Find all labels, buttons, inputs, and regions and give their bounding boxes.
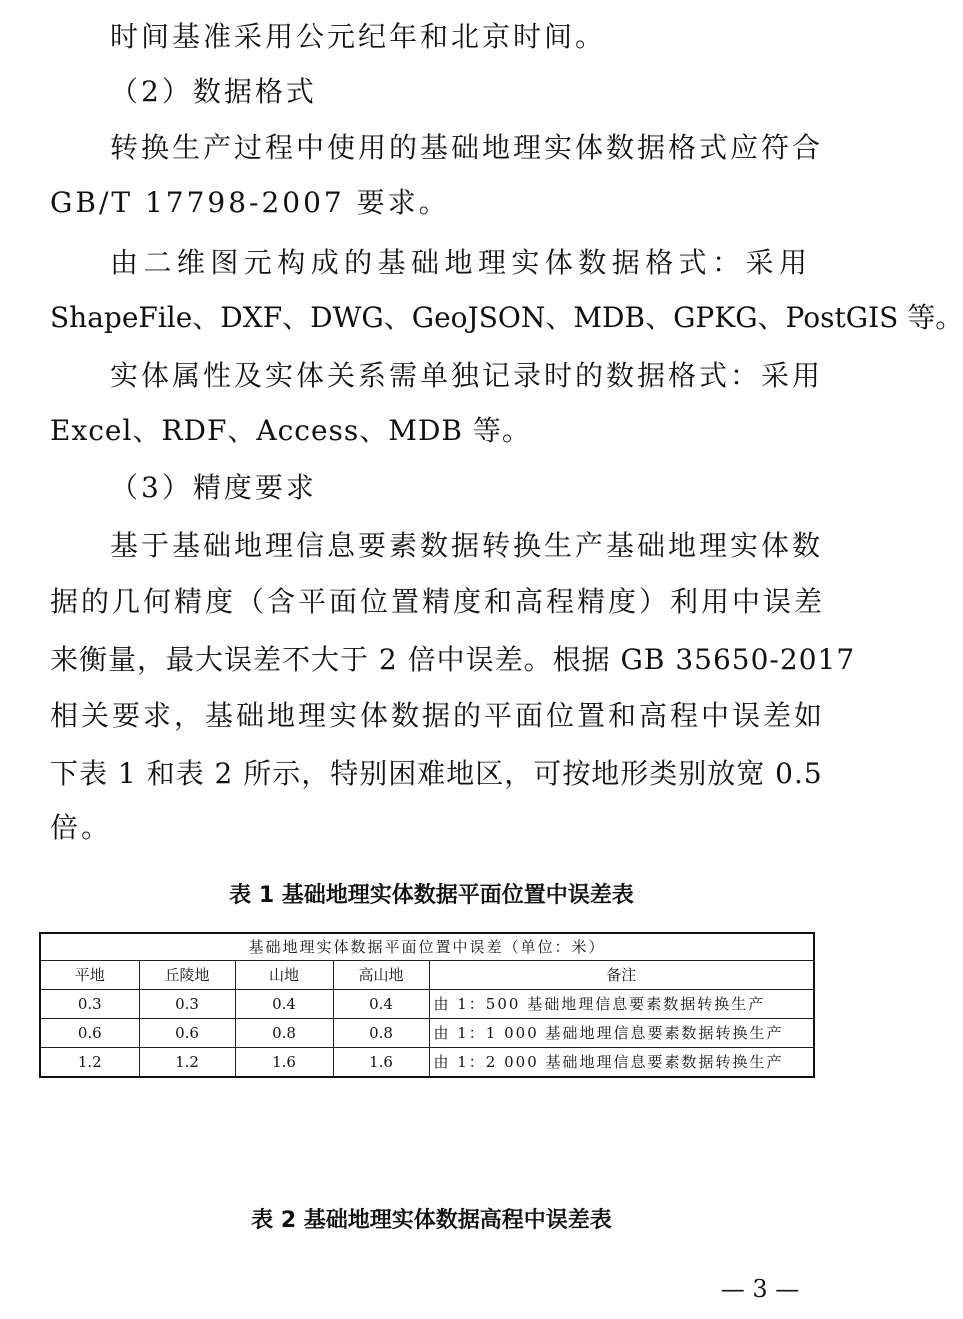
table-cell: 0.3	[139, 990, 235, 1019]
table-cell: 0.8	[235, 1019, 333, 1048]
table-row	[40, 990, 814, 1019]
table-cell: 1.2	[139, 1048, 235, 1078]
table1-caption: 表 1 基础地理实体数据平面位置中误差表	[229, 883, 634, 908]
paragraph-line: GB/T 17798-2007 要求。	[50, 186, 450, 219]
column-header: 山地	[235, 961, 333, 990]
table-cell-note: 由 1：2 000 基础地理信息要素数据转换生产	[429, 1048, 814, 1078]
paragraph-line: 相关要求，基础地理实体数据的平面位置和高程中误差如	[50, 699, 826, 732]
paragraph-line: 由二维图元构成的基础地理实体数据格式：采用	[110, 246, 810, 279]
table-row	[40, 1019, 814, 1048]
paragraph-line: 倍。	[50, 811, 113, 844]
table2-caption: 表 2 基础地理实体数据高程中误差表	[251, 1208, 612, 1233]
table-row	[40, 1048, 814, 1078]
table-cell-note: 由 1：1 000 基础地理信息要素数据转换生产	[429, 1019, 814, 1048]
table-cell: 0.4	[235, 990, 333, 1019]
paragraph-line: 基于基础地理信息要素数据转换生产基础地理实体数	[110, 529, 824, 562]
table-cell: 0.3	[40, 990, 139, 1019]
paragraph-line: 据的几何精度（含平面位置精度和高程精度）利用中误差	[50, 585, 826, 618]
paragraph-line: ShapeFile、DXF、DWG、GeoJSON、MDB、GPKG、PostGIS 等。	[50, 301, 963, 334]
paragraph-line: 来衡量，最大误差不大于 2 倍中误差。根据 GB 35650-2017	[50, 643, 856, 676]
table-cell: 0.6	[40, 1019, 139, 1048]
table-cell: 0.8	[333, 1019, 429, 1048]
paragraph-line: 实体属性及实体关系需单独记录时的数据格式：采用	[110, 359, 824, 392]
paragraph-line: 下表 1 和表 2 所示，特别困难地区，可按地形类别放宽 0.5	[50, 757, 823, 790]
table-title-row	[40, 933, 814, 961]
table-cell-note: 由 1：500 基础地理信息要素数据转换生产	[429, 990, 814, 1019]
section-heading-accuracy: （3）精度要求	[110, 471, 317, 504]
table-cell: 1.6	[235, 1048, 333, 1078]
table-cell: 1.2	[40, 1048, 139, 1078]
paragraph-line: 时间基准采用公元纪年和北京时间。	[110, 20, 607, 53]
column-header: 备注	[429, 961, 814, 990]
paragraph-line: Excel、RDF、Access、MDB 等。	[50, 414, 531, 447]
table-cell: 0.6	[139, 1019, 235, 1048]
column-header: 高山地	[333, 961, 429, 990]
table-cell: 0.4	[333, 990, 429, 1019]
column-header: 平地	[40, 961, 139, 990]
table-cell: 1.6	[333, 1048, 429, 1078]
table-title: 基础地理实体数据平面位置中误差（单位：米）	[40, 933, 814, 961]
paragraph-line: 转换生产过程中使用的基础地理实体数据格式应符合	[110, 131, 824, 164]
table1-planar-error	[39, 932, 815, 1078]
page-number: — 3 —	[720, 1275, 800, 1303]
column-header: 丘陵地	[139, 961, 235, 990]
table-header-row	[40, 961, 814, 990]
section-heading-data-format: （2）数据格式	[110, 75, 317, 108]
